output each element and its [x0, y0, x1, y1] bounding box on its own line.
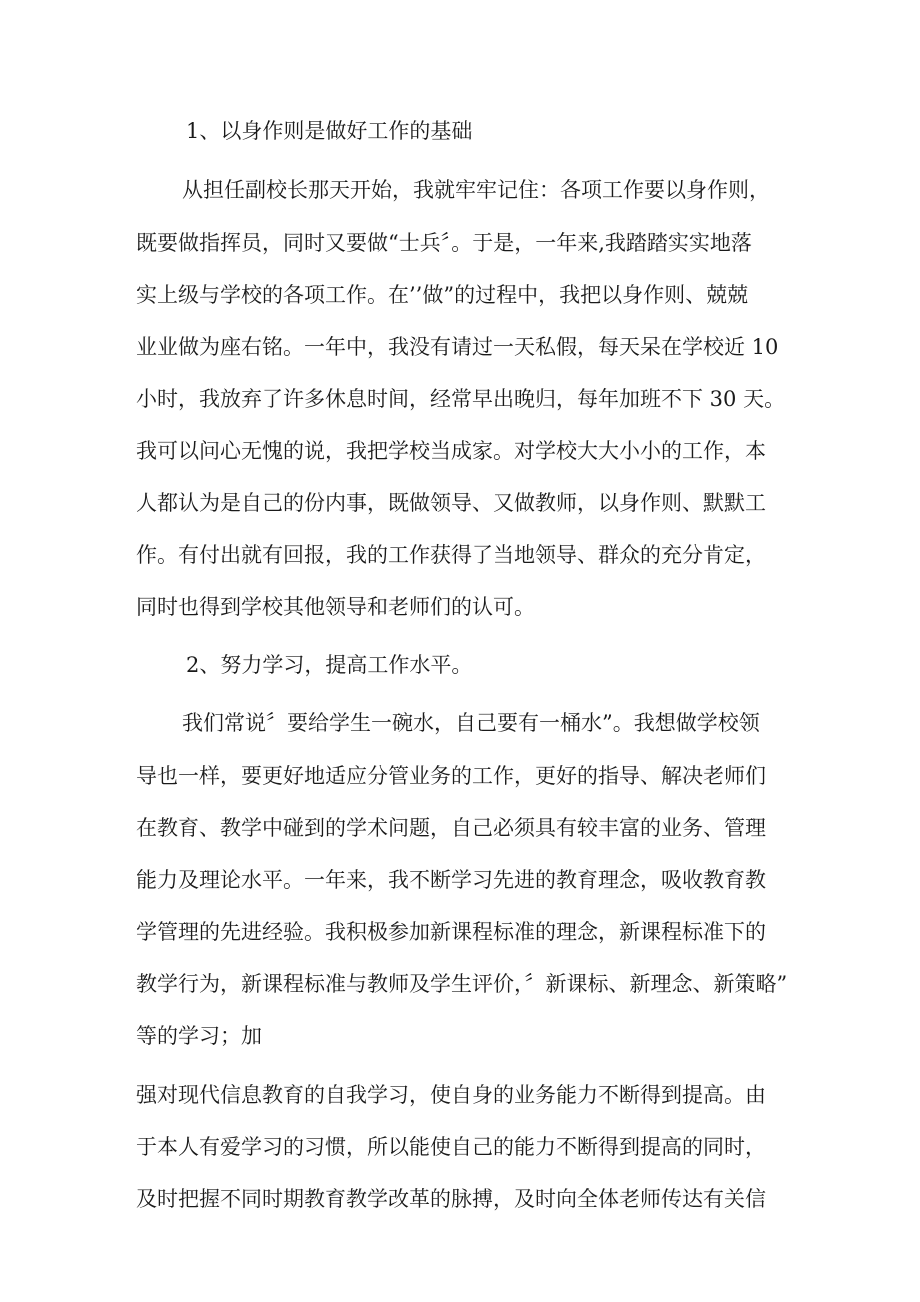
section-1-line-2: 既要做指挥员，同时又要做“士兵〞。于是，一年来,我踏踏实实地落 [136, 231, 752, 255]
section-2-line-6: 教学行为，新课程标准与教师及学生评价，〞新课标、新理念、新策略” [136, 972, 788, 996]
section-1-heading: 1、以身作则是做好工作的基础 [186, 119, 473, 143]
section-2-line-5: 学管理的先进经验。我积极参加新课程标准的理念，新课程标准下的 [136, 920, 766, 944]
section-2-line-1: 我们常说〞要给学生一碗水，自己要有一桶水”。我想做学校领 [182, 711, 760, 735]
section-1-line-5: 小时，我放弃了许多休息时间，经常早出晚归，每年加班不下 30 天。 [136, 387, 786, 411]
section-1-line-6: 我可以问心无愧的说，我把学校当成家。对学校大大小小的工作，本 [136, 439, 766, 463]
section-2-line-2: 导也一样，要更好地适应分管业务的工作，更好的指导、解决老师们 [136, 764, 766, 788]
section-2-line-4: 能力及理论水平。一年来，我不断学习先进的教育理念，吸收教育教 [136, 868, 766, 892]
section-2-heading: 2、努力学习，提高工作水平。 [186, 653, 473, 677]
section-1-line-8: 作。有付出就有回报，我的工作获得了当地领导、群众的充分肯定， [136, 543, 766, 567]
section-3-line-2: 于本人有爱学习的习惯，所以能使自己的能力不断得到提高的同时， [136, 1135, 766, 1159]
section-1-line-1: 从担任副校长那天开始，我就牢牢记住：各项工作要以身作则， [182, 178, 770, 202]
section-2-line-7: 等的学习；加 [136, 1024, 262, 1048]
section-1-line-9: 同时也得到学校其他领导和老师们的认可。 [136, 595, 535, 619]
section-1-line-7: 人都认为是自己的份内事，既做领导、又做教师，以身作则、默默工 [136, 491, 766, 515]
section-3-line-1: 强对现代信息教育的自我学习，使自身的业务能力不断得到提高。由 [136, 1083, 766, 1107]
section-2-line-3: 在教育、教学中碰到的学术问题，自己必须具有较丰富的业务、管理 [136, 816, 766, 840]
section-1-line-4: 业业做为座右铭。一年中，我没有请过一天私假，每天呆在学校近 10 [136, 335, 779, 359]
section-3-line-3: 及时把握不同时期教育教学改革的脉搏，及时向全体老师传达有关信 [136, 1187, 766, 1211]
section-1-line-3: 实上级与学校的各项工作。在’’做”的过程中，我把以身作则、兢兢 [136, 283, 749, 307]
